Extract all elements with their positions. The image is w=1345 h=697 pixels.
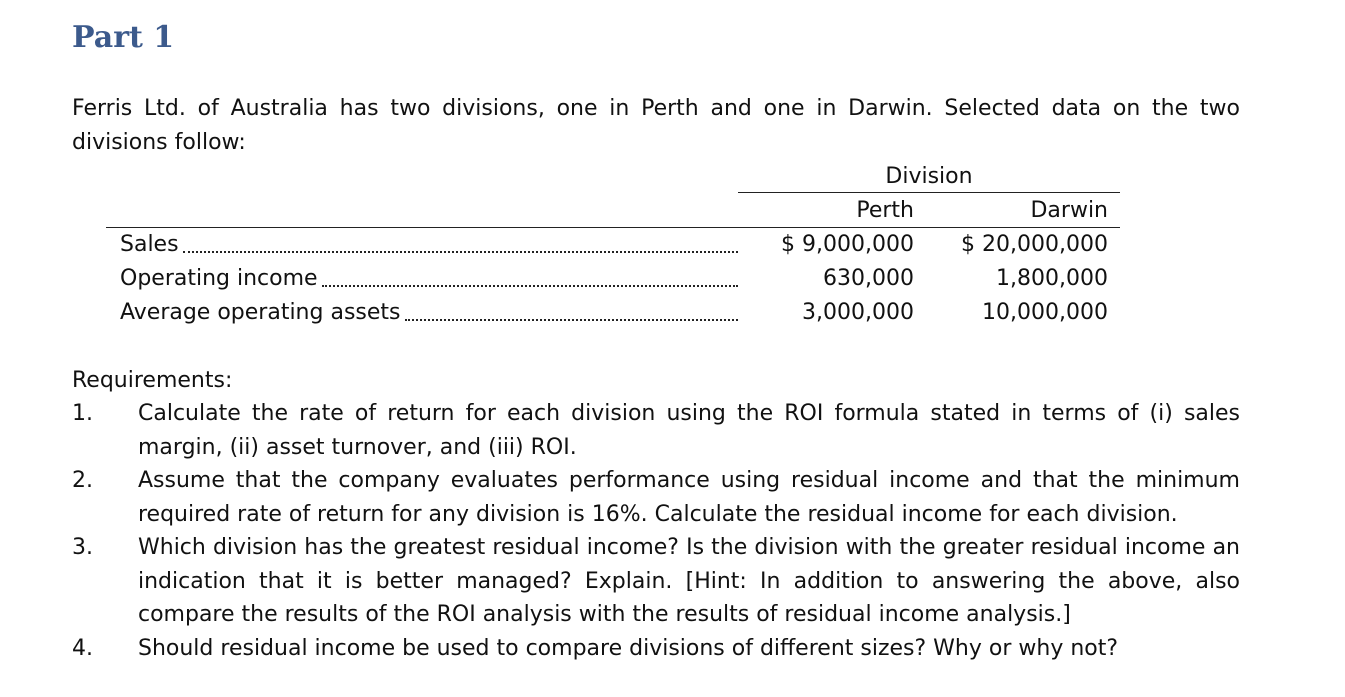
requirement-number: 2. xyxy=(72,468,93,493)
row-label-cell xyxy=(120,262,738,296)
requirement-text: Assume that the company evaluates performance using residual income and that the minimum required rate of return for any division is 16%. Calculate the residual income for each division. xyxy=(138,468,1240,527)
dot-leader xyxy=(322,285,738,287)
requirement-number: 3. xyxy=(72,535,93,560)
darwin-value: 1,800,000 xyxy=(996,266,1108,291)
darwin-value: 10,000,000 xyxy=(982,300,1108,325)
division-header-rule xyxy=(738,192,1120,193)
perth-value: 3,000,000 xyxy=(802,300,914,325)
darwin-value: $ 20,000,000 xyxy=(961,232,1108,257)
column-header-darwin: Darwin xyxy=(1030,198,1108,223)
requirement-text: Should residual income be used to compare divisions of different sizes? Why or why not? xyxy=(138,636,1119,661)
row-label: Average operating assets xyxy=(120,300,401,325)
requirements-title: Requirements: xyxy=(72,368,233,393)
page-title: Part 1 xyxy=(72,20,175,55)
row-label: Sales xyxy=(120,232,179,257)
perth-value: 630,000 xyxy=(823,266,914,291)
dot-leader xyxy=(405,319,739,321)
column-header-perth: Perth xyxy=(856,198,914,223)
requirement-number: 4. xyxy=(72,636,93,661)
row-label-cell xyxy=(120,228,738,262)
requirement-text: Which division has the greatest residual income? Is the division with the greater residual income an indication that it is better managed? Explain. [Hint: In addition to answering the above, also compare the results of the ROI analysis with the results of residual income analysis.] xyxy=(138,535,1240,627)
intro-paragraph: Ferris Ltd. of Australia has two divisions, one in Perth and one in Darwin. Selected data on the two divisions follow: xyxy=(72,96,1240,155)
row-label: Operating income xyxy=(120,266,318,291)
requirement-text: Calculate the rate of return for each division using the ROI formula stated in terms of (i) sales margin, (ii) asset turnover, and (iii) ROI. xyxy=(138,401,1240,460)
row-label-cell xyxy=(120,296,738,330)
requirement-number: 1. xyxy=(72,401,93,426)
division-group-header: Division xyxy=(885,164,973,189)
perth-value: $ 9,000,000 xyxy=(781,232,914,257)
dot-leader xyxy=(183,251,738,253)
